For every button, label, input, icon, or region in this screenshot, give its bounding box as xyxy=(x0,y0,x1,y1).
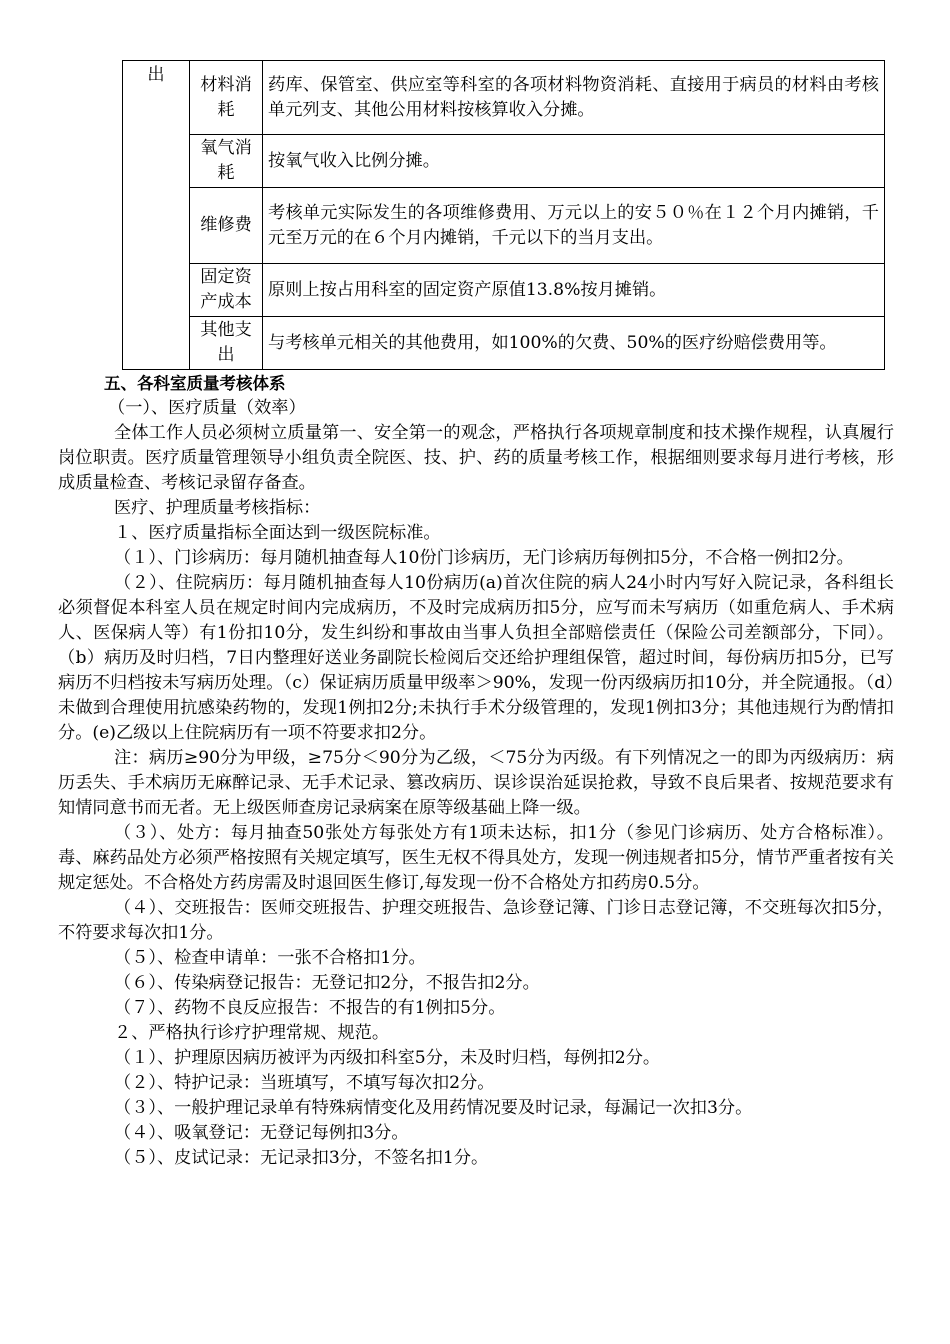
item-1-6: （６）、传染病登记报告：无登记扣2分，不报告扣2分。 xyxy=(114,973,540,993)
cost-desc-other: 与考核单元相关的其他费用，如100%的欠费、50%的医疗纷赔偿费用等。 xyxy=(263,317,885,370)
item-1-4: （４）、交班报告：医师交班报告、护理交班报告、急诊登记簿、门诊日志登记簿，不交班每次扣5分，不符要求每次扣1分。 xyxy=(58,898,894,943)
cost-item-other: 其他支出 xyxy=(190,317,263,370)
document-page xyxy=(58,60,894,1171)
cost-item-oxygen: 氧气消耗 xyxy=(190,135,263,188)
cost-desc-material: 药库、保管室、供应室等科室的各项材料物资消耗、直接用于病员的材料由考核单元列支、其他公用材料按核算收入分摊。 xyxy=(263,61,885,135)
item-1-7: （７）、药物不良反应报告：不报告的有1例扣5分。 xyxy=(114,998,506,1018)
cost-item-fixed-asset: 固定资产成本 xyxy=(190,264,263,317)
cost-desc-repair: 考核单元实际发生的各项维修费用、万元以上的安５０％在１２个月内摊销，千元至万元的在６个月内摊销，千元以下的当月支出。 xyxy=(263,188,885,264)
item-2-3: （３）、一般护理记录单有特殊病情变化及用药情况要及时记录，每漏记一次扣3分。 xyxy=(114,1098,753,1118)
section-heading: 五、各科室质量考核体系 xyxy=(104,374,286,393)
cost-item-material: 材料消耗 xyxy=(190,61,263,135)
item-2: ２、严格执行诊疗护理常规、规范。 xyxy=(114,1023,390,1043)
item-1-5: （５）、检查申请单：一张不合格扣1分。 xyxy=(114,948,426,968)
cost-table xyxy=(122,60,885,370)
item-1-3: （３）、处方：每月抽查50张处方每张处方有1项未达标，扣1分（参见门诊病历、处方合格标准）。毒、麻药品处方必须严格按照有关规定填写，医生无权不得具处方，发现一例违规者扣5分，情节严重者按有关规定惩处。不合格处方药房需及时退回医生修订,每发现一份不合格处方扣药房0.5分。 xyxy=(58,823,894,893)
cost-category-cell: 出 xyxy=(123,61,190,370)
cost-desc-fixed-asset: 原则上按占用科室的固定资产原值13.8%按月摊销。 xyxy=(263,264,885,317)
item-2-1: （１）、护理原因病历被评为丙级扣科室5分，未及时归档，每例扣2分。 xyxy=(114,1048,661,1068)
intro-paragraph: 全体工作人员必须树立质量第一、安全第一的观念，严格执行各项规章制度和技术操作规程，认真履行岗位职责。医疗质量管理领导小组负责全院医、技、护、药的质量考核工作，根据细则要求每月进行考核，形成质量检查、考核记录留存备查。 xyxy=(58,423,894,493)
item-1-2: （２）、住院病历：每月随机抽查每人10份病历(a)首次住院的病人24小时内写好入院记录，各科组长必须督促本科室人员在规定时间内完成病历，不及时完成病历扣5分，应写而未写病历（如重危病人、手术病人、医保病人等）有1份扣10分，发生纠纷和事故由当事人负担全部赔偿责任（保险公司差额部分，下同）。（b）病历及时归档，7日内整理好送业务副院长检阅后交还给护理组保管，超过时间，每份病历扣5分，已写病历不归档按未写病历处理。（c）保证病历质量甲级率＞90%，发现一份丙级病历扣10分，并全院通报。（d）未做到合理使用抗感染药物的，发现1例扣2分;未执行手术分级管理的，发现1例扣3分；其他违规行为酌情扣分。(e)乙级以上住院病历有一项不符要求扣2分。 xyxy=(58,573,894,743)
item-2-2: （２）、特护记录：当班填写，不填写每次扣2分。 xyxy=(114,1073,495,1093)
section-subtitle: （一）、医疗质量（效率） xyxy=(108,398,306,418)
item-2-5: （５）、皮试记录：无记录扣3分，不签名扣1分。 xyxy=(114,1148,489,1168)
cost-item-repair: 维修费 xyxy=(190,188,263,264)
item-1-1: （１）、门诊病历：每月随机抽查每人10份门诊病历，无门诊病历每例扣5分，不合格一例扣2分。 xyxy=(114,548,854,568)
item-1: １、医疗质量指标全面达到一级医院标准。 xyxy=(114,523,441,543)
indicators-title: 医疗、护理质量考核指标： xyxy=(114,498,321,518)
item-2-4: （４）、吸氧登记：无登记每例扣3分。 xyxy=(114,1123,409,1143)
note-paragraph: 注：病历≥90分为甲级，≥75分＜90分为乙级，＜75分为丙级。有下列情况之一的即为丙级病历：病历丢失、手术病历无麻醉记录、无手术记录、篡改病历、误诊误治延误抢救，导致不良后果者、按规范要求有知情同意书而无者。无上级医师查房记录病案在原等级基础上降一级。 xyxy=(58,748,894,818)
cost-desc-oxygen: 按氧气收入比例分摊。 xyxy=(263,135,885,188)
